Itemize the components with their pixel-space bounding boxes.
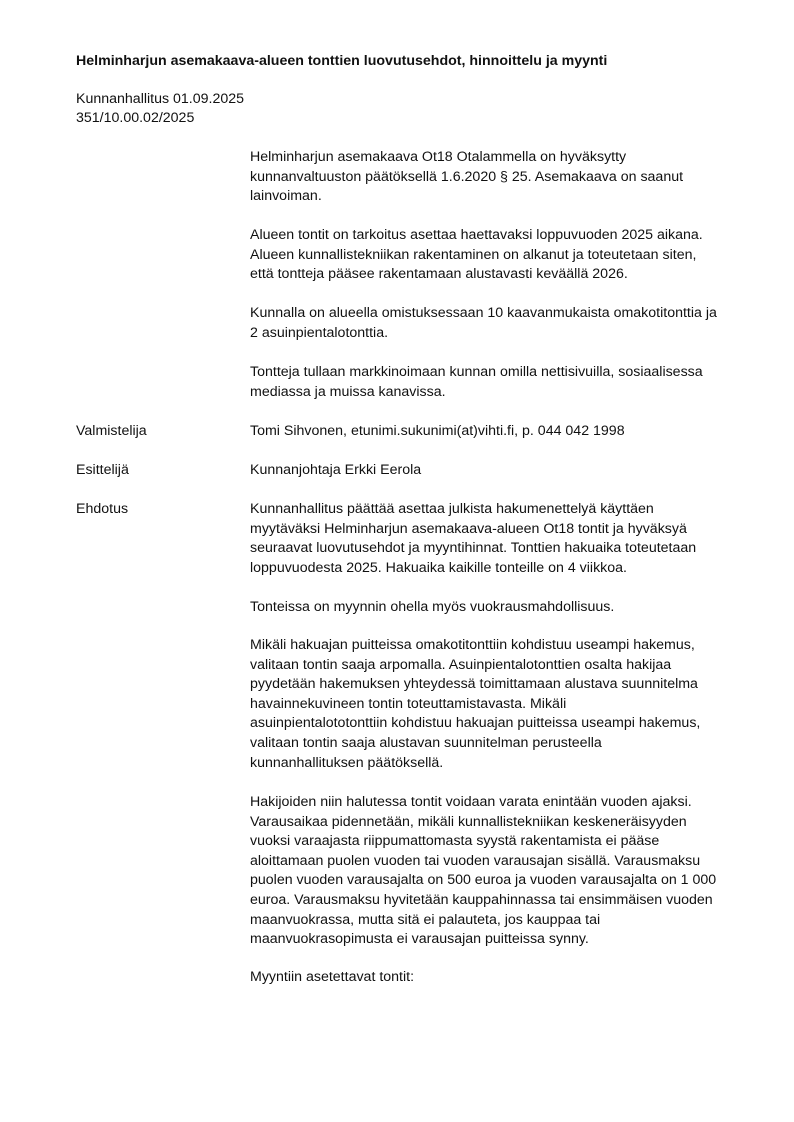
presenter-label: Esittelijä <box>76 462 129 478</box>
proposal-label: Ehdotus <box>76 501 129 517</box>
proposal-paragraph-2 <box>250 598 750 618</box>
intro-paragraph-1 <box>250 148 750 207</box>
paragraph-text: Myyntiin asetettavat tontit: <box>250 969 415 985</box>
intro-paragraph-4 <box>250 363 750 402</box>
paragraph-text: Alueen tontit on tarkoitus asettaa haettavaksi loppuvuoden 2025 aikana. Alueen kunnallistekniikan rakentaminen on alkanut ja toteutetaan siten, että tontteja pääsee rakentamaan alustavasti keväällä 2026. <box>250 227 703 283</box>
preparer-value: Tomi Sihvonen, etunimi.sukunimi(at)vihti.fi, p. 044 042 1998 <box>250 423 625 439</box>
paragraph-text: Helminharjun asemakaava Ot18 Otalammella on hyväksytty kunnanvaltuuston päätöksellä 1.6.2020 § 25. Asemakaava on saanut lainvoiman. <box>250 149 684 205</box>
record-number: 351/10.00.02/2025 <box>76 110 195 126</box>
proposal-paragraph-5 <box>250 968 750 988</box>
intro-paragraph-3 <box>250 304 750 343</box>
paragraph-text: Mikäli hakuajan puitteissa omakotitonttiin kohdistuu useampi hakemus, valitaan tontin saaja arpomalla. Asuinpientalotonttien osalta hakijaa pyydetään hakemuksen yhteydessä toimittamaan alustava suunnitelma havainnekuvineen tontin toteuttamistavasta. Mikäli asuinpientalototonttiin kohdistuu hakuajan puitteissa useampi hakemus, valitaan tontin saaja alustavan suunnitelman perusteella kunnanhallituksen päätöksellä. <box>250 637 701 771</box>
paragraph-text: Tontteja tullaan markkinoimaan kunnan omilla nettisivuilla, sosiaalisessa mediassa ja muissa kanavissa. <box>250 364 703 400</box>
meeting-meta <box>76 90 244 128</box>
preparer-label: Valmistelija <box>76 423 147 439</box>
proposal-paragraph-4 <box>250 793 750 950</box>
meeting-line: Kunnanhallitus 01.09.2025 <box>76 91 245 107</box>
paragraph-text: Kunnalla on alueella omistuksessaan 10 kaavanmukaista omakotitonttia ja 2 asuinpientalotonttia. <box>250 305 717 341</box>
paragraph-text: Hakijoiden niin halutessa tontit voidaan varata enintään vuoden ajaksi. Varausaikaa pidennetään, mikäli kunnallistekniikan keskeneräisyyden vuoksi varaajasta riippumattomasta syystä rakentamista ei pääse aloittamaan puolen vuoden tai vuoden varausajan sisällä. Varausmaksu puolen vuoden varausajalta on 500 euroa ja vuoden varausajalta on 1 000 euroa. Varausmaksu hyvitetään kauppahinnassa tai ensimmäisen vuoden maanvuokrassa, mutta sitä ei palauteta, jos kauppaa tai maanvuokrasopimusta ei varausajan puitteissa synny. <box>250 794 717 948</box>
document-title: Helminharjun asemakaava-alueen tonttien luovutusehdot, hinnoittelu ja myynti <box>76 53 608 69</box>
intro-paragraph-2 <box>250 226 750 285</box>
paragraph-text: Kunnanhallitus päättää asettaa julkista hakumenettelyä käyttäen myytäväksi Helminharjun asemakaava-alueen Ot18 tontit ja hyväksyä seuraavat luovutusehdot ja myyntihinnat. Tonttien hakuaika toteutetaan loppuvuodesta 2025. Hakuaika kaikille tonteille on 4 viikkoa. <box>250 501 697 576</box>
paragraph-text: Tonteissa on myynnin ohella myös vuokrausmahdollisuus. <box>250 599 615 615</box>
presenter-value: Kunnanjohtaja Erkki Eerola <box>250 462 422 478</box>
proposal-paragraph-1 <box>250 500 750 578</box>
proposal-paragraph-3 <box>250 636 750 773</box>
